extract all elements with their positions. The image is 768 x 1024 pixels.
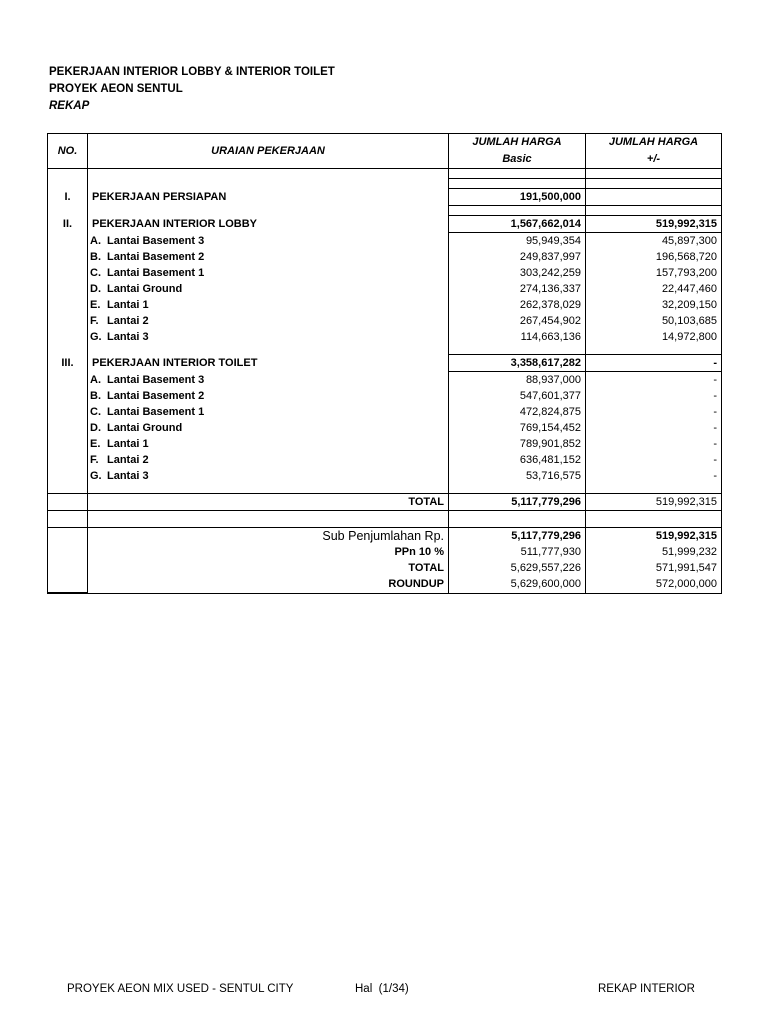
- subtotal-basic: 5,117,779,296: [449, 528, 586, 545]
- spacer-row: [48, 345, 722, 355]
- item-basic: 769,154,452: [449, 420, 586, 436]
- item-basic: 472,824,875: [449, 404, 586, 420]
- item-basic: 88,937,000: [449, 372, 586, 389]
- item-plusminus: 14,972,800: [586, 329, 722, 345]
- total-row: [48, 494, 722, 511]
- rekap-table: [47, 133, 722, 594]
- table-row: [48, 420, 722, 436]
- total-plusminus: 519,992,315: [586, 494, 722, 511]
- item-basic: 95,949,354: [449, 233, 586, 250]
- table-row: [48, 329, 722, 345]
- total-label: TOTAL: [88, 494, 449, 511]
- table-row: [48, 436, 722, 452]
- section-title: PEKERJAAN PERSIAPAN: [88, 189, 449, 206]
- section-row: [48, 189, 722, 206]
- item-basic: 53,716,575: [449, 468, 586, 484]
- section-plusminus: 519,992,315: [586, 216, 722, 233]
- item-name: E. Lantai 1: [88, 297, 449, 313]
- item-basic: 274,136,337: [449, 281, 586, 297]
- item-name: C. Lantai Basement 1: [88, 265, 449, 281]
- section-plusminus: -: [586, 355, 722, 372]
- item-basic: 267,454,902: [449, 313, 586, 329]
- item-name: A. Lantai Basement 3: [88, 233, 449, 250]
- subtotal-label: Sub Penjumlahan Rp.: [88, 528, 449, 545]
- grand-total-row: [48, 560, 722, 576]
- document-title: PEKERJAAN INTERIOR LOBBY & INTERIOR TOILET: [49, 66, 335, 78]
- item-plusminus: 196,568,720: [586, 249, 722, 265]
- item-plusminus: -: [586, 388, 722, 404]
- header-basic: JUMLAH HARGA Basic: [449, 134, 586, 169]
- table-row: [48, 249, 722, 265]
- item-plusminus: -: [586, 372, 722, 389]
- table-row: [48, 388, 722, 404]
- table-row: [48, 265, 722, 281]
- spacer-row: [48, 169, 722, 179]
- item-plusminus: 157,793,200: [586, 265, 722, 281]
- ppn-label: PPn 10 %: [88, 544, 449, 560]
- item-basic: 114,663,136: [449, 329, 586, 345]
- item-plusminus: 45,897,300: [586, 233, 722, 250]
- item-name: G. Lantai 3: [88, 468, 449, 484]
- section-no: II.: [48, 216, 88, 233]
- roundup-plusminus: 572,000,000: [586, 576, 722, 593]
- item-basic: 303,242,259: [449, 265, 586, 281]
- item-plusminus: -: [586, 468, 722, 484]
- spacer-row: [48, 484, 722, 494]
- section-title: PEKERJAAN INTERIOR TOILET: [88, 355, 449, 372]
- item-name: E. Lantai 1: [88, 436, 449, 452]
- item-plusminus: 50,103,685: [586, 313, 722, 329]
- item-plusminus: 22,447,460: [586, 281, 722, 297]
- table-row: [48, 313, 722, 329]
- footer-section: REKAP INTERIOR: [598, 983, 695, 995]
- table-row: [48, 372, 722, 389]
- item-basic: 249,837,997: [449, 249, 586, 265]
- item-name: B. Lantai Basement 2: [88, 249, 449, 265]
- spacer-row: [48, 206, 722, 216]
- item-basic: 789,901,852: [449, 436, 586, 452]
- section-no: III.: [48, 355, 88, 372]
- table-row: [48, 468, 722, 484]
- item-name: F. Lantai 2: [88, 452, 449, 468]
- item-plusminus: -: [586, 404, 722, 420]
- header-plusminus: JUMLAH HARGA +/-: [586, 134, 722, 169]
- roundup-row: [48, 576, 722, 593]
- item-name: A. Lantai Basement 3: [88, 372, 449, 389]
- table-header-row: [48, 134, 722, 169]
- item-name: G. Lantai 3: [88, 329, 449, 345]
- separator-row: [48, 511, 722, 528]
- grand-total-basic: 5,629,557,226: [449, 560, 586, 576]
- item-name: F. Lantai 2: [88, 313, 449, 329]
- grand-total-label: TOTAL: [88, 560, 449, 576]
- ppn-row: [48, 544, 722, 560]
- section-basic: 3,358,617,282: [449, 355, 586, 372]
- section-title: PEKERJAAN INTERIOR LOBBY: [88, 216, 449, 233]
- footer-page-number: Hal (1/34): [355, 983, 409, 995]
- section-basic: 1,567,662,014: [449, 216, 586, 233]
- section-row: [48, 355, 722, 372]
- total-basic: 5,117,779,296: [449, 494, 586, 511]
- spacer-row: [48, 179, 722, 189]
- grand-total-plusminus: 571,991,547: [586, 560, 722, 576]
- project-name: PROYEK AEON SENTUL: [49, 83, 183, 95]
- roundup-label: ROUNDUP: [88, 576, 449, 593]
- item-plusminus: 32,209,150: [586, 297, 722, 313]
- section-plusminus: [586, 189, 722, 206]
- item-basic: 547,601,377: [449, 388, 586, 404]
- table-row: [48, 297, 722, 313]
- item-plusminus: -: [586, 420, 722, 436]
- item-name: D. Lantai Ground: [88, 281, 449, 297]
- document-subtitle: REKAP: [49, 100, 90, 112]
- table-row: [48, 233, 722, 250]
- table-row: [48, 404, 722, 420]
- footer-project: PROYEK AEON MIX USED - SENTUL CITY: [67, 983, 294, 995]
- item-plusminus: -: [586, 452, 722, 468]
- item-name: B. Lantai Basement 2: [88, 388, 449, 404]
- header-no: NO.: [48, 134, 88, 169]
- section-no: I.: [48, 189, 88, 206]
- table-row: [48, 281, 722, 297]
- ppn-plusminus: 51,999,232: [586, 544, 722, 560]
- subtotal-row: [48, 528, 722, 545]
- section-basic: 191,500,000: [449, 189, 586, 206]
- roundup-basic: 5,629,600,000: [449, 576, 586, 593]
- section-row: [48, 216, 722, 233]
- table-row: [48, 452, 722, 468]
- item-name: C. Lantai Basement 1: [88, 404, 449, 420]
- subtotal-plusminus: 519,992,315: [586, 528, 722, 545]
- header-uraian: URAIAN PEKERJAAN: [88, 134, 449, 169]
- item-plusminus: -: [586, 436, 722, 452]
- item-name: D. Lantai Ground: [88, 420, 449, 436]
- item-basic: 636,481,152: [449, 452, 586, 468]
- item-basic: 262,378,029: [449, 297, 586, 313]
- ppn-basic: 511,777,930: [449, 544, 586, 560]
